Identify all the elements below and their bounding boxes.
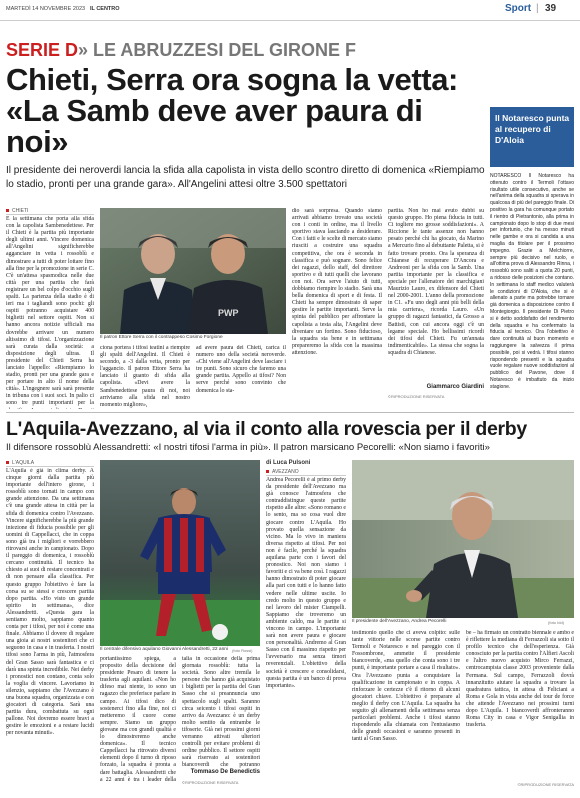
photo-serra bbox=[100, 208, 286, 334]
main-subheadline: Il presidente dei neroverdi lancia la sfida alla capolista in vista dello scontro diretto di domenica «Riempiamo lo stadio, pronti per una grande gara». All'Angelini attesi oltre 3.500 spettatori bbox=[6, 165, 485, 190]
photo1-caption: Il patron Ettore Serra con il contrappeso Cosimo Forgione bbox=[100, 335, 223, 340]
photo2-credit: (foto Rossi) bbox=[232, 648, 253, 653]
article2-column-4: Andrea Pecorelli è al primo derby da presidente dell'Avezzano ma già conosce l'atmosfera che contraddistingue queste partite rispetto alle altre: «Sono romano e lo sento, ma so cosa vuol dire giocare contro L'Aquila. Ho provato quella sensazione da vicino. Ma lo vivo in maniera diversa rispetto ai tifosi. Per noi non è facile, perché la squadra aquilana parte con i favori del pronostico. Noi non siamo i favoriti e ci va bene così. I ragazzi hanno dimostrato di poter giocare alla pari con tutti e lo hanno fatto vedere nelle ultime uscite. Io credo molto in questo gruppo e nel lavoro del mister Ciampelli. Sappiamo che troveremo un ambiente caldo, ma le partite si vincono in campo. L'importante sarà non avere paura e giocare con personalità. Andremo al Gran Sasso con il massimo rispetto per l'avversario ma senza timori reverenziali. L'obiettivo della società è crescere e consolidarsi, questa partita è un banco di prova importante». bbox=[266, 477, 346, 689]
aquila-tag: L'AQUILA bbox=[6, 460, 94, 467]
article1-column-2b: ad avere paura dei Chieti, carica il numero uno della società neroverde. «Chi viene all'Angelini deve lasciare i tre punti. Sono sicuro che faremo una grande partita. Appello ai tifosi? Non serve perché sono convinto che domenica lo sta- bbox=[196, 345, 286, 394]
main-headline: Chieti, Serra ora sogna la vetta: «La Samb deve aver paura di noi» bbox=[6, 62, 458, 159]
photo3-credit: (foto Idd) bbox=[548, 620, 565, 625]
page-header bbox=[0, 0, 580, 22]
article2-author: Tommaso De Benedictis bbox=[190, 769, 260, 775]
article2-column-5: testimonio quello che ci aveva colpito: sulle tante vittorie nelle scorse partite contro Termoli e Notaresco e nel pareggio con il Fossombrone, ammette il presidente biancoverde, «ma quello che conta sono i tre punti, è importante portare a casa il risultato». Ora l'Avezzano punta a conquistare la qualificazione in campionato e in coppa. A rinforzare le certezze c'è il ritorno di alcuni giocatori chiave. L'obiettivo è preparare al meglio il derby con L'Aquila. La squadra ha seguito gli allenamenti della settimana senza particolari problemi. Anche i tifosi stanno rispondendo alla chiamata con l'entusiasmo delle grandi occasioni e saranno presenti in tanti al Gran Sasso. bbox=[352, 630, 460, 743]
article-divider bbox=[6, 412, 574, 413]
sidebar-body: NOTARESCO Il Notaresco ha ottenuto contro il Termoli l'ottavo risultato utile consecutivo, anche se nell'anima della squadra si sperava in qualcosa di più del pareggio finale. Di positivo la gara ha comunque portato il rientro di Pietrantonio, alla prima in campionato dopo lo stop di due mesi per infortunio, che ha messo minuti nelle gambe e ora si candida a una maglia da titolare per il prossimo impegno. Grazie a Melchiorre, sempre più decisivo nel ruolo, e all'ottima prova di Alessandro Rinna, i rossoblù sono saliti a quota 20 punti, a ridosso delle posizioni che contano. In settimana lo staff medico valuterà le condizioni di D'Aloia, che si è allenato a parte ma potrebbe tornare già domenica a disposizione contro il Montegiorgio. Il presidente Di Pietro si è detto soddisfatto del rendimento della squadra e ha confermato la fiducia al tecnico. Ora l'obiettivo è dare continuità al buon momento e raggiungere la salvezza il prima possibile, poi si vedrà. I tifosi stanno rispondendo presenti e la squadra vuole regalare nuove soddisfazioni al pubblico del Pavone, dove il Notaresco è imbattuto da inizio stagione. bbox=[490, 173, 574, 390]
publication-name: IL CENTRO bbox=[90, 6, 120, 12]
sidebar-notaresco bbox=[490, 107, 574, 412]
photo2-caption: Il centrale difensivo aquilano Giovanni Alessandretti, 22 anni bbox=[100, 647, 228, 652]
location-tag: CHIETI bbox=[6, 208, 94, 215]
issue-date: MARTEDÌ 14 NOVEMBRE 2023 bbox=[6, 6, 86, 12]
article2-column-3: talia in occasione della prima giornata rossoblù: tutta la società. Sono altre tremila le persone che hanno già acquistato i biglietti per la partita del Gran Sasso che si preannuncia uno spettacolo sugli spalti. Saranno circa seicento i tifosi ospiti in arrivo da Avezzano: è un derby molto sentito da entrambe le tifoserie. Già nei prossimi giorni verranno attivati ulteriori controlli per evitare problemi di ordine pubblico. Il settore ospiti sarà riservato ai sostenitori biancoverdi che potranno bbox=[182, 656, 260, 768]
article2-column-1: L'Aquila è già in clima derby. A cinque giorni dalla partita più importante dell'intero girone, i rossoblù sono tornati in campo con grande attenzione. Da una settimana c'è una grande attesa in città per la sfida di domenica contro l'Avezzano. Vincere significherebbe la più grande iniezione di fiducia possibile per gli uomini di Cappellacci, che in coppa sono già tra i migliori e vorrebbero ritrovarsi anche in campionato. Dopo il pareggio di domenica, i rossoblù cercano continuità. Il tecnico ha chiesto ai suoi di restare concentrati e di non pensare alla classifica. Per questo gruppo l'obiettivo è fare la corsa su se stessi e crescere partita dopo partita. «Ho visto un grande spirito in settimana», dice Alessandretti. «Questa gara la sentiamo molto, sappiamo quanto conta per i tifosi, per noi è come una finale. Abbiamo il dovere di regalare una gioia ai nostri sostenitori che ci seguono in casa e in trasferta. I nostri tifosi sono l'arma in più, l'atmosfera del Gran Sasso sarà fantastica e ci darà una spinta incredibile. Nei derby i pronostici non contano, conta solo la voglia di vincere. Lavoriamo in silenzio, sappiamo che l'Avezzano è una buona squadra, organizzata e con giocatori di categoria. Sarà una partita dura, combattuta su ogni pallone. Noi dovremo essere bravi a gestire le emozioni e a restare lucidi per novanta minuti». bbox=[6, 468, 94, 737]
article1-column-4: partita. Non ho mai avuto dubbi su questo gruppo. Ho piena fiducia in tutti. Ci togliere mo grosse soddisfazioni». A Riccione le tante assenze non hanno pesato perché chi ha giocato, da Marino a Mercurio fino al debuttante Paletta, si è fatto trovare pronto. Ora la speranza di Chianese di recuperare D'Ancora e Andreoni per la sfida con la Samb. Una partita importante per la classifica e speciale per l'allenatore dei marchigiani Maurizio Lauro, ex difensore del Chieti nel 2000-2001. L'anno della promozione in C1. «Fu uno degli anni più belli della mia carriera», ricorda Lauro. «Un gruppo di ragazzi fantastici, da Grosso a Battisti, con cui ancora oggi c'è un legame speciale. Ho bellissimi ricordi dei tifosi del Chieti. Fu un'annata indimenticabile». La stessa che sogna la squadra di Chianese. bbox=[388, 208, 484, 356]
svg-text:PWP: PWP bbox=[218, 308, 239, 318]
kicker-rest: » LE ABRUZZESI DEL GIRONE F bbox=[78, 40, 357, 60]
header-separator: | bbox=[536, 3, 539, 14]
article1-column-1: È la settimana che porta alla sfida con la capolista Sambenedettese. Per il Chieti è la partita più importante degli ultimi anni. Vincere domenica all'Angelini significherebbe agganciare in vetta i rossoblù e dimostrare a tutti di poter lottare fino alla fine per la promozione in serie C. C'è un'attesa spasmodica nelle due città per una partita che farà registrare un bel colpo d'occhio sugli spalti. La partenza della stadio è di ieri ma i tagliandi sono pochi: gli ospiti potranno acquistare 400 biglietti nel settore ospiti. Non si hanno ancora notizie ufficiali ma dovrebbe arrivare un numero altissimo di tifosi. L'organizzazione sarà curata dalla società: a disposizione degli ultras. Il presidente del Chieti Serra ha lanciato l'appello: «Riempiamo lo stadio, pronti per una grande gara e per portare in alto il nome della città». L'ingegnere sarà sarà presente in tribuna con i suoi soci. In palio ci sono tre punti importanti per la bbox=[6, 216, 94, 407]
article2-column-2: portantissimo spiega, a proposito della decisione del presidente Pesaro di tenere la trasferta agli aquilani. «Non ho difeso mai niente, io sono un ragazzo che preferisce parlare in campo. Ai tifosi dico di sostenerci fino alla fine, noi ci metteremo il cuore come sempre. Siamo un gruppo giovane ma con grandi qualità e lo dimostreremo anche domenica». Il tecnico Cappellacci ha ritrovato diversi elementi dopo il turno di riposo forzato, la squadra è pronta a dare battaglia. Alessandretti che a 22 anni è tra i leader della bbox=[100, 656, 176, 782]
article2-credit: ©RIPRODUZIONE RISERVATA bbox=[182, 780, 239, 785]
page-number: 39 bbox=[545, 3, 557, 14]
avezzano-tag: AVEZZANO bbox=[266, 469, 346, 476]
kicker-series: SERIE D bbox=[6, 40, 79, 60]
header-rule bbox=[0, 20, 580, 21]
article2-end-credit: ©RIPRODUZIONE RISERVATA bbox=[517, 782, 574, 787]
kicker bbox=[6, 40, 356, 60]
article2-column-6: be – ha firmato un contratto biennale e ambo e è riflettere la mediana di Ferrazzoli sia sotto il profilo tecnico che dell'esperienza. Già conosciuto per la partita contro l'Alfieri Ascoli e l'altro nuovo acquisto Mirco Ferrazzi, centrocampista classe 2003 proveniente dalla Fermana. Sul campo, Ferrazzoli dovrà innanzitutto aiutare la squadra a trovare la quadratura tattica, in attesa di Feliciani a Roma e Gola in vista anche del tour de force che attende l'Avezzano nei prossimi turni dopo L'Aquila. I biancoverdi affronteranno Roma City in casa e Vigor Senigallia in trasferta. bbox=[466, 630, 574, 729]
sidebar-title: Il Notaresco punta al recupero di D'Aloia bbox=[495, 113, 570, 145]
photo3-caption: Il presidente dell'Avezzano, Andrea Pecorelli bbox=[352, 619, 447, 624]
article1-author: Giammarco Giardini bbox=[426, 384, 484, 390]
article1-credit: ©RIPRODUZIONE RISERVATA bbox=[388, 394, 445, 399]
photo-pecorelli-image bbox=[352, 460, 574, 618]
article2-byline: di Luca Pulsoni bbox=[266, 460, 311, 466]
second-headline: L'Aquila-Avezzano, al via il conto alla rovescia per il derby bbox=[6, 418, 527, 440]
photo-serra-image bbox=[100, 208, 286, 334]
photo-alessandretti-image bbox=[100, 460, 260, 646]
article1-column-3: dio sarà sorpresa. Quando siamo arrivati abbiamo trovato una società con i conti in ordine, ma il livello sportivo stava lasciando a desiderare. Con i fatti e le scelte di mercato siamo riusciti a costruire una squadra competitiva, che ora è seconda in classifica e può sognare. Sono felice dei ragazzi, dello staff, del direttore sportivo e di tutti quelli che lavorano con noi. Ora serve l'aiuto di tutti, dobbiamo riempire lo stadio. Sarà una bella domenica di sport e di festa. Il Chieti ha sempre dimostrato di saper gestire le partite importanti. Serve la spinta del pubblico per affrontare la capolista a testa alta, l'Angelini deve diventare un fortino. Sono fiducioso, la squadra sta bene e in settimana prepareremo la sfida con la massima attenzione. bbox=[292, 208, 382, 356]
second-subheadline: Il difensore rossoblù Alessandretti: «I nostri tifosi l'arma in più». Il patron marsicano Pecorelli: «Non siamo i favoriti» bbox=[6, 442, 490, 453]
photo-pecorelli bbox=[352, 460, 574, 618]
section-label: Sport bbox=[505, 3, 532, 14]
article1-column-2: ciona portera i tifosi teatini a riempire gli spalti dell'Angelini. Il Chieti è secondo, a -3 dalla vetta, pronto per l'aggancio. Il patron Ettore Serra ha lanciato il guanto di sfida alla capolista. «Devi avere la Sambenedettese paura di noi, noi arriviamo alla sfida nel nostro momento migliore», bbox=[100, 345, 190, 408]
photo-alessandretti bbox=[100, 460, 260, 646]
